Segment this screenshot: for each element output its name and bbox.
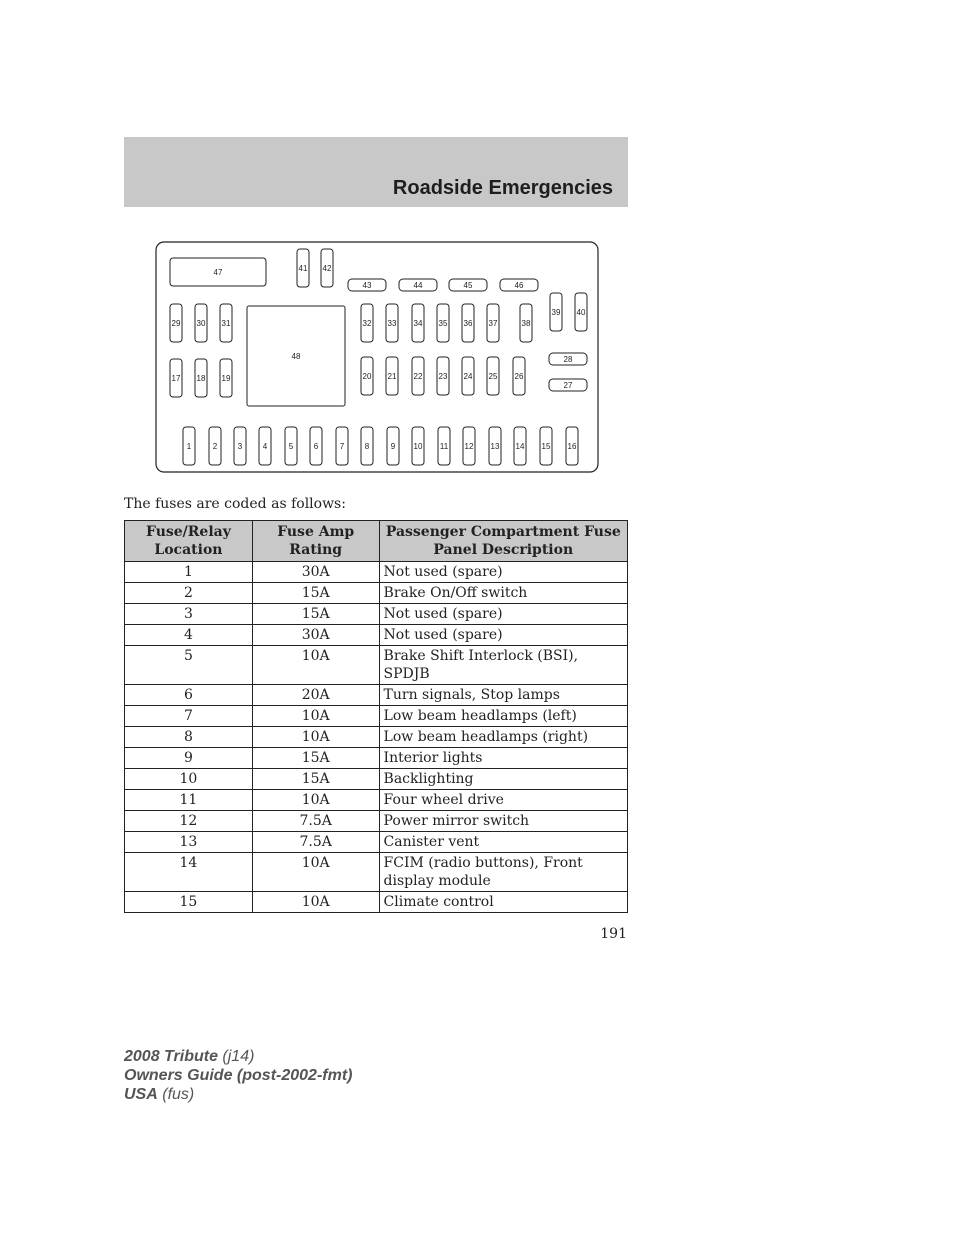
fuse-slot-43	[348, 279, 386, 291]
document-footer	[124, 1047, 352, 1104]
fuse-slot-16	[566, 427, 578, 465]
fuse-label: 5	[288, 442, 294, 451]
fuse-label: 12	[464, 442, 474, 451]
cell-location: 2	[125, 583, 253, 604]
intro-text: The fuses are coded as follows:	[124, 496, 346, 512]
fuse-label: 41	[298, 264, 308, 273]
cell-location: 1	[125, 562, 253, 583]
table-row	[125, 562, 628, 583]
cell-amp-rating: 7.5A	[252, 811, 379, 832]
cell-description: Not used (spare)	[379, 625, 627, 646]
cell-amp-rating: 15A	[252, 769, 379, 790]
fuse-slot-39	[550, 293, 562, 331]
fuse-label: 10	[413, 442, 423, 451]
fuse-label: 40	[576, 308, 586, 317]
fuse-label: 6	[313, 442, 319, 451]
fuse-slot-24	[462, 357, 474, 395]
table-row	[125, 853, 628, 892]
cell-description: Turn signals, Stop lamps	[379, 685, 627, 706]
table-row	[125, 769, 628, 790]
fuse-label: 1	[186, 442, 192, 451]
fuse-label: 23	[438, 372, 448, 381]
fuse-slot-36	[462, 304, 474, 342]
fuse-label: 11	[439, 442, 449, 451]
fuse-label: 29	[171, 319, 181, 328]
table-row	[125, 832, 628, 853]
fuse-slot-11	[438, 427, 450, 465]
cell-location: 12	[125, 811, 253, 832]
fuse-label: 16	[567, 442, 577, 451]
fuse-slot-29	[170, 304, 182, 342]
fuse-slot-14	[514, 427, 526, 465]
fuse-slot-34	[412, 304, 424, 342]
cell-amp-rating: 10A	[252, 853, 379, 892]
cell-location: 3	[125, 604, 253, 625]
cell-description: Interior lights	[379, 748, 627, 769]
fuse-slot-17	[170, 359, 182, 397]
footer-market-code: (fus)	[162, 1086, 195, 1103]
footer-guide: Owners Guide (post-2002-fmt)	[124, 1067, 353, 1084]
fuse-label: 2	[212, 442, 218, 451]
cell-description: Climate control	[379, 892, 627, 913]
fuse-label: 37	[488, 319, 498, 328]
table-row	[125, 811, 628, 832]
fuse-slot-3	[234, 427, 246, 465]
fuse-slot-28	[549, 353, 587, 365]
fuse-slot-48	[247, 306, 345, 406]
cell-description: Backlighting	[379, 769, 627, 790]
fuse-label: 22	[413, 372, 423, 381]
fuse-label: 13	[490, 442, 500, 451]
fuse-label: 31	[221, 319, 231, 328]
fuse-slot-12	[463, 427, 475, 465]
table-row	[125, 748, 628, 769]
cell-location: 14	[125, 853, 253, 892]
fuse-label: 39	[551, 308, 561, 317]
fuse-slot-33	[386, 304, 398, 342]
fuse-label: 3	[237, 442, 243, 451]
cell-location: 6	[125, 685, 253, 706]
cell-description: Not used (spare)	[379, 562, 627, 583]
section-header-band	[124, 137, 628, 207]
fuse-label: 15	[541, 442, 551, 451]
cell-amp-rating: 7.5A	[252, 832, 379, 853]
fuse-slot-8	[361, 427, 373, 465]
header-description: Passenger Compartment Fuse Panel Description	[379, 521, 627, 562]
cell-amp-rating: 10A	[252, 727, 379, 748]
fuse-label: 17	[171, 374, 181, 383]
cell-amp-rating: 10A	[252, 706, 379, 727]
fuse-label: 27	[563, 381, 573, 390]
cell-location: 10	[125, 769, 253, 790]
fuse-slot-21	[386, 357, 398, 395]
fuse-slot-18	[195, 359, 207, 397]
fuse-slot-32	[361, 304, 373, 342]
fuse-label: 19	[221, 374, 231, 383]
fuse-label: 8	[364, 442, 370, 451]
fuse-label: 9	[390, 442, 396, 451]
fuse-label: 47	[213, 268, 223, 277]
fuse-slot-7	[336, 427, 348, 465]
fuse-slot-20	[361, 357, 373, 395]
fuse-slot-6	[310, 427, 322, 465]
table-row	[125, 685, 628, 706]
table-row	[125, 604, 628, 625]
fuse-label: 33	[387, 319, 397, 328]
cell-amp-rating: 10A	[252, 790, 379, 811]
fuse-label: 44	[413, 281, 423, 290]
table-row	[125, 706, 628, 727]
cell-amp-rating: 30A	[252, 625, 379, 646]
fuse-label: 30	[196, 319, 206, 328]
cell-location: 7	[125, 706, 253, 727]
fuse-panel-diagram	[155, 241, 599, 473]
fuse-label: 32	[362, 319, 372, 328]
cell-location: 13	[125, 832, 253, 853]
fuse-label: 14	[515, 442, 525, 451]
fuse-slot-30	[195, 304, 207, 342]
fuse-label: 42	[322, 264, 332, 273]
cell-location: 9	[125, 748, 253, 769]
fuse-slot-47	[170, 258, 266, 286]
cell-amp-rating: 15A	[252, 583, 379, 604]
page-number: 191	[600, 926, 627, 942]
fuse-slot-19	[220, 359, 232, 397]
cell-amp-rating: 15A	[252, 604, 379, 625]
cell-description: Power mirror switch	[379, 811, 627, 832]
cell-description: Not used (spare)	[379, 604, 627, 625]
section-title: Roadside Emergencies	[392, 177, 613, 199]
fuse-label: 46	[514, 281, 524, 290]
fuse-slot-25	[487, 357, 499, 395]
fuse-slot-22	[412, 357, 424, 395]
cell-amp-rating: 30A	[252, 562, 379, 583]
fuse-label: 45	[463, 281, 473, 290]
fuse-slot-45	[449, 279, 487, 291]
cell-description: FCIM (radio buttons), Front display module	[379, 853, 627, 892]
fuse-label: 26	[514, 372, 524, 381]
fuse-slot-26	[513, 357, 525, 395]
footer-model: 2008 Tribute	[124, 1048, 218, 1065]
fuse-table	[124, 520, 628, 913]
fuse-slot-4	[259, 427, 271, 465]
cell-description: Low beam headlamps (right)	[379, 727, 627, 748]
cell-description: Four wheel drive	[379, 790, 627, 811]
cell-location: 15	[125, 892, 253, 913]
fuse-slot-37	[487, 304, 499, 342]
fuse-slot-40	[575, 293, 587, 331]
cell-amp-rating: 10A	[252, 892, 379, 913]
fuse-slot-23	[437, 357, 449, 395]
fuse-slot-35	[437, 304, 449, 342]
footer-market: USA	[124, 1086, 158, 1103]
cell-description: Canister vent	[379, 832, 627, 853]
fuse-label: 43	[362, 281, 372, 290]
fuse-label: 24	[463, 372, 473, 381]
fuse-slot-9	[387, 427, 399, 465]
fuse-slot-38	[520, 304, 532, 342]
table-row	[125, 625, 628, 646]
fuse-label: 20	[362, 372, 372, 381]
fuse-label: 21	[387, 372, 397, 381]
cell-location: 5	[125, 646, 253, 685]
fuse-slot-15	[540, 427, 552, 465]
fuse-label: 28	[563, 355, 573, 364]
cell-location: 4	[125, 625, 253, 646]
fuse-label: 18	[196, 374, 206, 383]
fuse-slot-13	[489, 427, 501, 465]
fuse-slot-44	[399, 279, 437, 291]
header-amp-rating: Fuse Amp Rating	[252, 521, 379, 562]
fuse-slot-46	[500, 279, 538, 291]
fuse-slot-1	[183, 427, 195, 465]
table-row	[125, 892, 628, 913]
table-row	[125, 583, 628, 604]
fuse-slot-27	[549, 379, 587, 391]
fuse-slot-5	[285, 427, 297, 465]
fuse-slot-31	[220, 304, 232, 342]
fuse-slot-10	[412, 427, 424, 465]
cell-amp-rating: 20A	[252, 685, 379, 706]
cell-description: Brake Shift Interlock (BSI), SPDJB	[379, 646, 627, 685]
fuse-label: 34	[413, 319, 423, 328]
cell-description: Brake On/Off switch	[379, 583, 627, 604]
footer-model-code: (j14)	[222, 1048, 255, 1065]
cell-location: 11	[125, 790, 253, 811]
fuse-label: 25	[488, 372, 498, 381]
fuse-slot-41	[297, 249, 309, 287]
fuse-slot-42	[321, 249, 333, 287]
fuse-table-header-row	[125, 521, 628, 562]
fuse-label: 35	[438, 319, 448, 328]
cell-location: 8	[125, 727, 253, 748]
fuse-label: 7	[339, 442, 345, 451]
cell-description: Low beam headlamps (left)	[379, 706, 627, 727]
fuse-slot-2	[209, 427, 221, 465]
fuse-label: 4	[262, 442, 268, 451]
table-row	[125, 790, 628, 811]
fuse-label: 36	[463, 319, 473, 328]
cell-amp-rating: 15A	[252, 748, 379, 769]
cell-amp-rating: 10A	[252, 646, 379, 685]
fuse-label: 38	[521, 319, 531, 328]
table-row	[125, 727, 628, 748]
table-row	[125, 646, 628, 685]
fuse-label: 48	[291, 352, 301, 361]
header-location: Fuse/Relay Location	[125, 521, 253, 562]
